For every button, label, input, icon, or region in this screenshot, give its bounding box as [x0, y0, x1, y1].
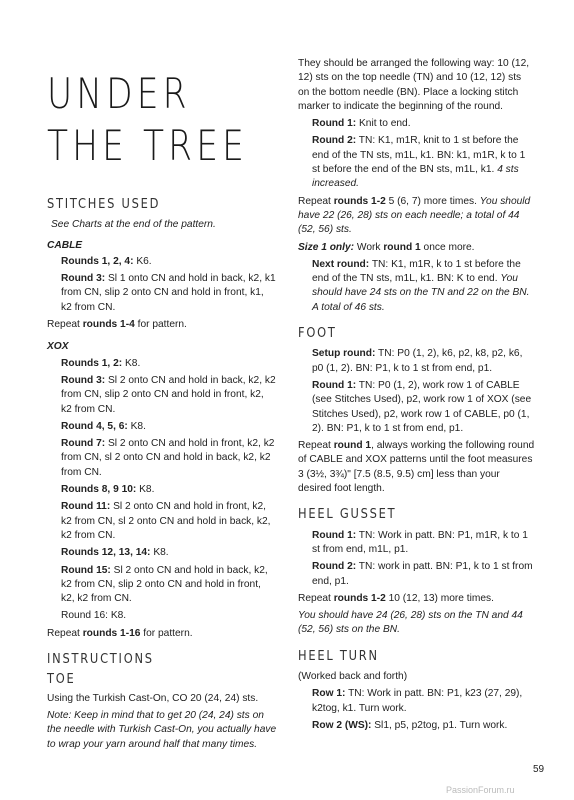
instructions-heading: INSTRUCTIONS: [47, 652, 154, 668]
cable-repeat: Repeat rounds 1-4 for pattern.: [47, 319, 187, 331]
cable-row-2: Round 3: Sl 1 onto CN and hold in back, k2, k1 from CN, slip 2 onto CN and hold in front, k1, k2 from CN.: [61, 273, 276, 313]
left-column: [47, 0, 277, 755]
heel-turn-note: (Worked back and forth): [298, 670, 408, 682]
cable-row-1: Rounds 1, 2, 4: K6.: [61, 255, 152, 267]
xox-repeat: Repeat rounds 1-16 for pattern.: [47, 627, 193, 639]
gusset-round-2: Round 2: TN: work in patt. BN: P1, k to 1 st from end, p1.: [312, 561, 533, 587]
foot-round-1: Round 1: TN: P0 (1, 2), work row 1 of CABLE (see Stitches Used), p2, work row 1 of XOX (see Stitches Used), p2, work row 1 of CABLE, p0 (1, 2). BN: P1, k to 1 st from end, p1.: [312, 379, 532, 434]
right-column: [298, 57, 535, 736]
gusset-note: You should have 24 (26, 28) sts on the TN and 44 (52, 56) sts on the BN.: [298, 610, 523, 636]
toe-note: Note: Keep in mind that to get 20 (24, 24) sts on the needle with Turkish Cast-On, you actually have to wrap your yarn around half that many times.: [47, 709, 277, 750]
foot-heading: FOOT: [298, 326, 337, 342]
xox-row: Round 15: Sl 2 onto CN and hold in back, k2, k2 from CN, slip 2 onto CN and hold in front, k2, k2 from CN.: [61, 564, 268, 605]
xox-row: Rounds 1, 2: K8.: [61, 357, 141, 369]
setup-round: Setup round: TN: P0 (1, 2), k6, p2, k8, p2, k6, p0 (1, 2). BN: P1, k to 1 st from end, p1.: [312, 348, 523, 374]
cable-heading: CABLE: [47, 239, 83, 251]
xox-row: Round 11: Sl 2 onto CN and hold in front, k2, k2 from CN, sl 2 onto CN and hold in back, k2, k2 from CN.: [61, 501, 271, 541]
heel-gusset-heading: HEEL GUSSET: [298, 507, 397, 523]
xox-row: Round 16: K8.: [61, 610, 127, 622]
toe-repeat: Repeat rounds 1-2 5 (6, 7) more times. You should have 22 (26, 28) sts on each needle; a total of 44 (52, 56) sts.: [298, 195, 531, 236]
xox-row: Round 7: Sl 2 onto CN and hold in front, k2, k2 from CN, sl 2 onto CN and hold in back, k2, k2 from CN.: [61, 438, 275, 478]
toe-round-1: Round 1: Knit to end.: [312, 118, 411, 130]
toe-round-2: Round 2: TN: K1, m1R, knit to 1 st before the end of the TN sts, m1L, k1. BN: k1, m1R, k to 1 st before the end of the BN sts, m1L, k1. 4 sts increased.: [312, 135, 526, 190]
xox-row: Rounds 8, 9 10: K8.: [61, 484, 155, 496]
xox-row: Round 4, 5, 6: K8.: [61, 420, 146, 432]
heel-turn-heading: HEEL TURN: [298, 648, 379, 664]
foot-repeat: Repeat round 1, always working the following round of CABLE and XOX patterns until the foot measures 3 (3½, 3¾)" [7.5 (8.5, 9.5) cm] less than your desired foot length.: [298, 440, 535, 495]
gusset-repeat: Repeat rounds 1-2 10 (12, 13) more times.: [298, 592, 494, 604]
size1-note: Size 1 only: Work round 1 once more.: [298, 241, 475, 253]
watermark: PassionForum.ru: [446, 785, 515, 795]
toe-text: Using the Turkish Cast-On, CO 20 (24, 24) sts.: [47, 692, 259, 704]
next-round: Next round: TN: K1, m1R, k to 1 st before the end of the TN sts, m1L, k1. BN: K to end. You should have 24 sts on the TN and 22 on the BN. A total of 46 sts.: [312, 258, 530, 313]
toe-heading: TOE: [47, 672, 76, 688]
stitches-used-heading: STITCHES USED: [47, 197, 161, 212]
xox-row: Rounds 12, 13, 14: K8.: [61, 547, 169, 559]
heel-turn-row-1: Row 1: TN: Work in patt. BN: P1, k23 (27, 29), k2tog, k1. Turn work.: [312, 688, 523, 714]
heel-turn-row-2: Row 2 (WS): Sl1, p5, p2tog, p1. Turn work.: [312, 719, 508, 731]
intro-text: They should be arranged the following way: 10 (12, 12) sts on the top needle (TN) and 10 (12, 12) sts on the bottom needle (BN). Place a locking stitch marker to indicate the beginning of the round.: [298, 58, 530, 112]
gusset-round-1: Round 1: TN: Work in patt. BN: P1, m1R, k to 1 st from end, m1L, p1.: [312, 529, 528, 555]
page-title: UNDER THE TREE: [47, 69, 248, 170]
charts-note: See Charts at the end of the pattern.: [51, 219, 216, 231]
page-number: 59: [533, 764, 545, 775]
xox-heading: XOX: [47, 341, 69, 353]
xox-row: Round 3: Sl 2 onto CN and hold in back, k2, k2 from CN, slip 2 onto CN and hold in front, k2, k2 from CN.: [61, 374, 276, 415]
